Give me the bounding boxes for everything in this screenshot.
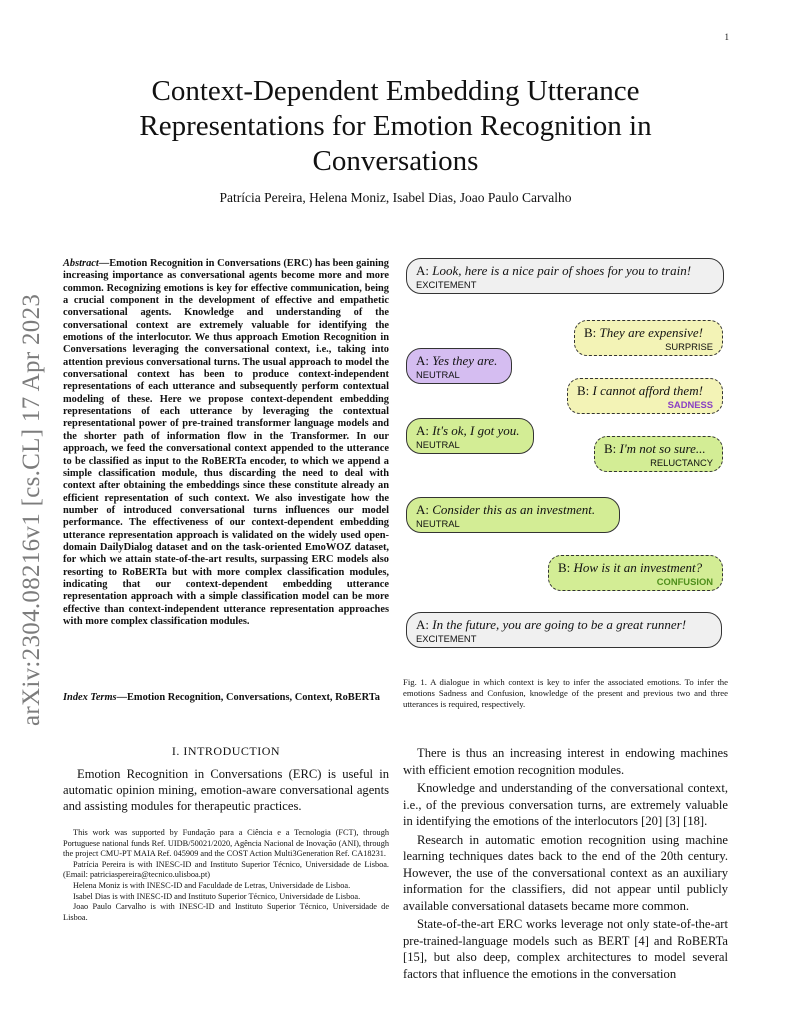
emotion-label: NEUTRAL xyxy=(416,518,460,529)
emotion-label: NEUTRAL xyxy=(416,439,460,450)
speaker-label: A: xyxy=(416,617,429,632)
utterance-text: Look, here is a nice pair of shoes for you to train! xyxy=(432,263,692,278)
footnote: This work was supported by Fundação para a Ciência e a Tecnologia (FCT), through Portuguese national funds Ref. UIDB/50021/2020, Agência Nacional de Inovação (ANI), through the project CMU-PT MAIA Ref. 045909 and the COST Action Multi3Generation Ref. CA18231. xyxy=(63,828,389,859)
utterance-text: I cannot afford them! xyxy=(592,383,703,398)
speaker-label: A: xyxy=(416,502,429,517)
index-terms-text: —Emotion Recognition, Conversations, Context, RoBERTa xyxy=(116,692,380,703)
utterance-text: How is it an investment? xyxy=(573,560,703,575)
title-line: Conversations xyxy=(312,145,479,177)
dialogue-bubble-a4 xyxy=(406,497,620,533)
utterance-text: I'm not so sure... xyxy=(619,441,706,456)
arxiv-stamp: arXiv:2304.08216v1 [cs.CL] 17 Apr 2023 xyxy=(18,293,45,726)
speaker-label: B: xyxy=(558,560,571,575)
utterance-text: They are expensive! xyxy=(599,325,704,340)
speaker-label: A: xyxy=(416,263,429,278)
abstract-text: —Emotion Recognition in Conversations (ERC) has been gaining increasing importance as conversational agents become more and more common. Recognizing emotions is key for effective communication, being a crucial component in the development of effective and empathetic conversational agents. Knowledge and understanding of the conversational context are extremely valuable for identifying the emotions of the interlocutor. We thus approach Emotion Recognition in Conversations leveraging the conversational context, i.e., taking into attention previous conversational turns. The usual approach to model the conversational context has been to produce context-independent representations of each utterance and subsequently perform contextual modeling of these. Here we propose context-dependent embedding representations of each utterance by leveraging the contextual representational power of pre-trained transformer language models and the shorter path of information flow in the Transformer. In our approach, we feed the conversational context appended to the utterance to be classified as input to the RoBERTa encoder, to which we append a simple classification module, thus discarding the need to deal with context after obtaining the embeddings since these constitute already an efficient representation of such context. We also investigate how the number of introduced conversational turns influences our model performance. The effectiveness of our context-dependent embedding utterance representation approach is validated on the widely used open-domain DailyDialog dataset and on the task-oriented EmoWOZ dataset, for which we attain state-of-the-art results, surpassing ERC models also resorting to RoBERTa but with more complex classification modules, indicating that our context-dependent embedding utterance representation approach with a simple classification model can be more effective than context-independent utterance representation approaches with more complex classification modules. xyxy=(63,258,389,627)
index-terms xyxy=(63,692,389,704)
abstract xyxy=(63,258,389,628)
page-number: 1 xyxy=(724,32,729,42)
dialogue-bubble-b3 xyxy=(594,436,723,472)
title-line: Context-Dependent Embedding Utterance xyxy=(151,75,640,107)
footnotes xyxy=(63,828,389,923)
paragraph: Research in automatic emotion recognition using machine learning techniques dates back to the end of the 20th century. However, the use of the conversational context as an auxiliary information for the classifiers, did not appear until publicly available conversational datasets became more common. xyxy=(403,832,728,913)
paragraph: There is thus an increasing interest in endowing machines with efficient emotion recognition modules. xyxy=(403,746,728,777)
paper-title xyxy=(0,74,791,179)
emotion-label: CONFUSION xyxy=(656,576,713,587)
emotion-label: NEUTRAL xyxy=(416,369,460,380)
right-column-text xyxy=(403,745,728,984)
author-list: Patrícia Pereira, Helena Moniz, Isabel Dias, Joao Paulo Carvalho xyxy=(219,190,572,205)
footnote: Patrícia Pereira is with INESC-ID and Instituto Superior Técnico, Universidade de Lisboa. (Email: patriciaspereira@tecnico.ulisboa.pt) xyxy=(63,859,389,880)
utterance-text: In the future, you are going to be a great runner! xyxy=(432,617,687,632)
figure-caption: Fig. 1. A dialogue in which context is key to infer the associated emotions. To infer the emotions Sadness and Confusion, knowledge of the present and previous two and three utterances is required, respectively. xyxy=(403,677,728,709)
paragraph: Knowledge and understanding of the conversational context, i.e., of the previous conversation turns, are extremely valuable in identifying the emotions of the interlocutors [20] [3] [18]. xyxy=(403,781,728,828)
speaker-label: A: xyxy=(416,423,429,438)
speaker-label: A: xyxy=(416,353,429,368)
dialogue-bubble-a5 xyxy=(406,612,722,648)
emotion-label: SADNESS xyxy=(667,399,713,410)
emotion-label: SURPRISE xyxy=(665,341,713,352)
paragraph: State-of-the-art ERC works leverage not only state-of-the-art pre-trained-language models such as BERT [4] and RoBERTa [15], but also deep, complex architectures to model several factors that influence the emotions in the conversation xyxy=(403,917,728,981)
title-line: Representations for Emotion Recognition in xyxy=(139,110,652,142)
footnote: Helena Moniz is with INESC-ID and Faculdade de Letras, Universidade de Lisboa. xyxy=(73,880,351,890)
emotion-label: EXCITEMENT xyxy=(416,633,477,644)
intro-paragraph: Emotion Recognition in Conversations (ERC) is useful in automatic opinion mining, emotion-aware conversational agents and assisting modules for therapeutic practices. xyxy=(63,767,389,813)
emotion-label: RELUCTANCY xyxy=(650,457,713,468)
dialogue-bubble-b1 xyxy=(574,320,723,356)
emotion-label: EXCITEMENT xyxy=(416,279,477,290)
utterance-text: Consider this as an investment. xyxy=(432,502,596,517)
speaker-label: B: xyxy=(577,383,590,398)
utterance-text: Yes they are. xyxy=(432,353,498,368)
section-heading: I. INTRODUCTION xyxy=(171,744,281,758)
speaker-label: B: xyxy=(584,325,597,340)
footnote: Isabel Dias is with INESC-ID and Instituto Superior Técnico, Universidade de Lisboa. xyxy=(73,891,361,901)
speaker-label: B: xyxy=(604,441,617,456)
abstract-lead: Abstract xyxy=(63,258,99,269)
dialogue-bubble-a1 xyxy=(406,258,724,294)
dialogue-bubble-a2 xyxy=(406,348,512,384)
dialogue-bubble-a3 xyxy=(406,418,534,454)
footnote: Joao Paulo Carvalho is with INESC-ID and Instituto Superior Técnico, Universidade de Lisboa. xyxy=(63,902,389,922)
dialogue-bubble-b4 xyxy=(548,555,723,591)
utterance-text: It's ok, I got you. xyxy=(432,423,520,438)
index-terms-lead: Index Terms xyxy=(63,692,117,703)
dialogue-bubble-b2 xyxy=(567,378,723,414)
